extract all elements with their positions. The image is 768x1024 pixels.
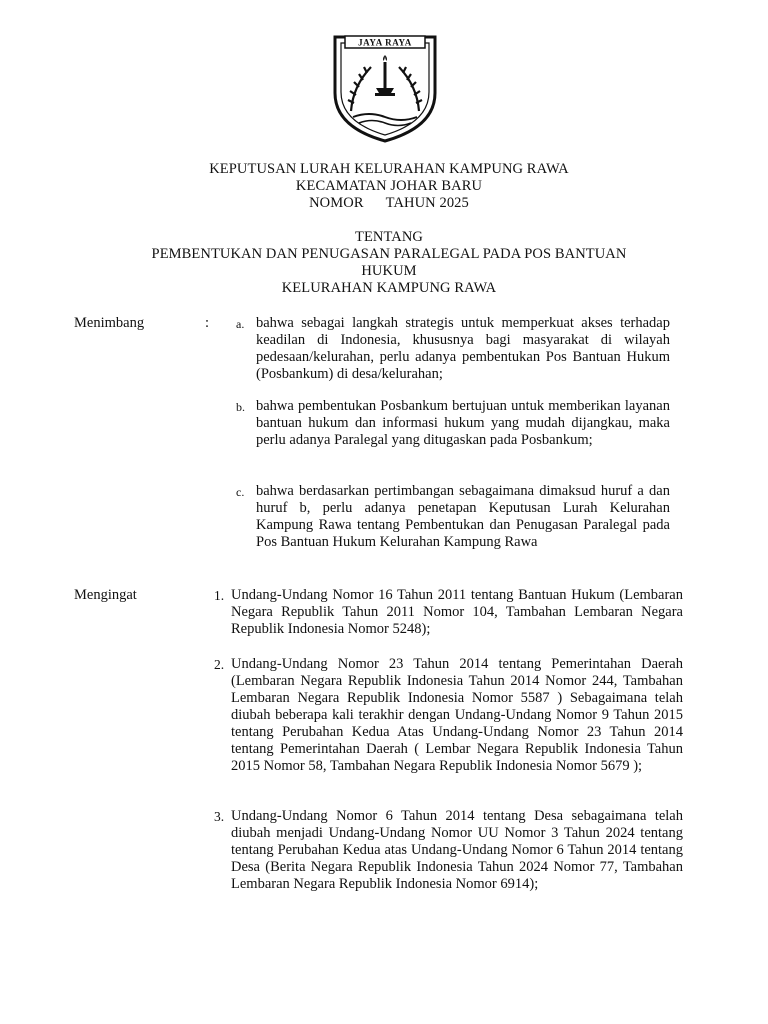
menimbang-marker-a: a.	[236, 317, 245, 331]
title-line-3: NOMOR TAHUN 2025	[309, 195, 469, 211]
mengingat-marker-2: 2.	[214, 657, 225, 672]
menimbang-item-c: bahwa berdasarkan pertimbangan sebagaimana dimaksud huruf a dan huruf b, perlu adanya penetapan Keputusan Lurah Kelurahan Kampung Rawa tentang Pembentukan dan Penugasan Paralegal pada Pos Bantuan Hukum Kelurahan Kampung Rawa	[256, 483, 670, 550]
decree-subject	[0, 229, 768, 297]
mengingat-label: Mengingat	[74, 587, 137, 603]
menimbang-item-b: bahwa pembentukan Posbankum bertujuan untuk memberikan layanan bantuan hukum dan informasi hukum yang mudah dijangkau, maka perlu adanya Paralegal yang ditugaskan pada Posbankum;	[256, 398, 670, 448]
subject-line-4: KELURAHAN KAMPUNG RAWA	[281, 280, 497, 296]
jaya-raya-emblem-logo	[331, 31, 439, 143]
mengingat-item-1: Undang-Undang Nomor 16 Tahun 2011 tentang Bantuan Hukum (Lembaran Negara Republik Tahun 2011 Nomor 104, Tambahan Lembaran Negara Republik Indonesia Nomor 5248);	[231, 587, 683, 637]
mengingat-marker-3: 3.	[214, 809, 225, 824]
subject-line-2: PEMBENTUKAN DAN PENUGASAN PARALEGAL PADA POS BANTUAN	[151, 246, 627, 262]
title-line-1: KEPUTUSAN LURAH KELURAHAN KAMPUNG RAWA	[209, 161, 569, 177]
menimbang-colon: :	[205, 315, 210, 331]
decree-title	[0, 161, 768, 212]
menimbang-marker-c: c.	[236, 485, 245, 499]
mengingat-marker-1: 1.	[214, 588, 225, 603]
title-line-2: KECAMATAN JOHAR BARU	[295, 178, 483, 194]
menimbang-marker-b: b.	[236, 400, 245, 414]
subject-line-3: HUKUM	[361, 263, 417, 279]
subject-line-1: TENTANG	[355, 229, 423, 245]
svg-text:JAYA RAYA: JAYA RAYA	[358, 37, 412, 48]
menimbang-item-a: bahwa sebagai langkah strategis untuk memperkuat akses terhadap keadilan di Indonesia, khususnya bagi masyarakat di wilayah pedesaan/kelurahan, perlu adanya pembentukan Pos Bantuan Hukum (Posbankum) di desa/kelurahan;	[256, 315, 670, 382]
menimbang-label: Menimbang	[74, 315, 145, 331]
mengingat-item-2: Undang-Undang Nomor 23 Tahun 2014 tentang Pemerintahan Daerah (Lembaran Negara Republik Indonesia Tahun 2014 Nomor 244, Tambahan Lembaran Negara Republik Indonesia Nomor 5587 ) Sebagaimana telah diubah beberapa kali terakhir dengan Undang-Undang Nomor 9 Tahun 2015 tentang Perubahan Kedua Atas Undang-Undang Nomor 23 Tahun 2014 tentang Pemerintahan Daerah ( Lembar Negara Republik Indonesia Tahun 2015 Nomor 58, Tambahan Negara Republik Indonesia Nomor 5679 );	[231, 656, 683, 774]
mengingat-item-3: Undang-Undang Nomor 6 Tahun 2014 tentang Desa sebagaimana telah diubah menjadi Undang-Undang Nomor UU Nomor 3 Tahun 2024 tentang tentang Perubahan Kedua atas Undang-Undang Nomor 6 Tahun 2014 tentang Desa (Berita Negara Republik Indonesia Tahun 2024 Nomor 77, Tambahan Lembaran Negara Republik Indonesia Nomor 6914);	[231, 808, 683, 892]
